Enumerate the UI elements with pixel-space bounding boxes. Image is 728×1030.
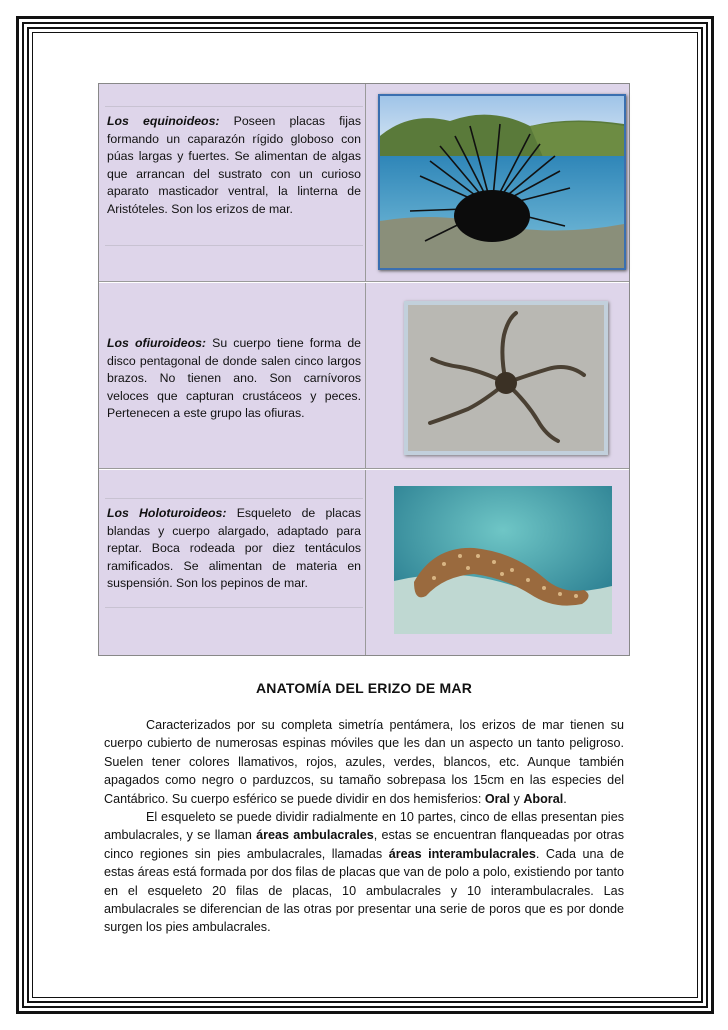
- table-cell-image: [366, 84, 629, 282]
- bold-term-interambulacral: áreas interambulacrales: [388, 846, 536, 861]
- term-label: Los Holoturoideos:: [107, 506, 227, 520]
- term-label: Los equinoideos:: [107, 114, 220, 128]
- description-text: [105, 329, 363, 445]
- table-row-holoturoideos: [99, 470, 629, 655]
- paragraph-text: .: [563, 791, 567, 806]
- paragraph-text: , estas se encuentran flanqueadas por otras cinco regiones sin pies ambulacrales, llamadas: [104, 828, 624, 861]
- table-cell-text: [99, 283, 366, 469]
- row-divider: [99, 468, 629, 469]
- table-cell-text: [99, 84, 366, 282]
- sea-cucumber-photo: [394, 486, 612, 634]
- brittle-star-photo: [404, 301, 608, 455]
- paragraph-text: y: [510, 791, 524, 806]
- description-body: Esqueleto de placas blandas y cuerpo alargado, adaptado para reptar. Boca rodeada por diez tentáculos ramificados. Se alimentan de materia en suspensión. Son los pepinos de mar.: [107, 506, 361, 591]
- table-cell-text: [99, 470, 366, 655]
- table-row-ofiuroideos: [99, 283, 629, 469]
- table-cell-image: [366, 470, 629, 655]
- bold-term-aboral: Aboral: [523, 791, 564, 806]
- description-text: [105, 106, 363, 246]
- bold-term-ambulacral: áreas ambulacrales: [256, 828, 374, 843]
- echinoderm-table: [98, 83, 630, 656]
- table-row-equinoideos: [99, 84, 629, 282]
- paragraph-text: Caracterizados por su completa simetría pentámera, los erizos de mar tienen su cuerpo cubierto de numerosas espinas móviles que les dan un aspecto un tanto peligroso. Suelen tener colores llamativos, rojos, azules, verdes, blancos, etc. Aunque también apagados como negro o parduzcos, su tamaño sobrepasa los 15cm en las especies del Cantábrico. Su cuerpo esférico se puede dividir en dos hemisferios:: [104, 718, 624, 806]
- paragraph-skeleton: [104, 808, 624, 937]
- paragraph-text: El esqueleto se puede dividir radialmente en 10 partes, cinco de ellas presentan pies ambulacrales, y se llaman: [104, 810, 624, 843]
- paragraph-anatomy-intro: [104, 716, 624, 808]
- description-text: [105, 498, 363, 608]
- row-divider: [99, 281, 629, 282]
- description-body: Poseen placas fijas formando un caparazón rígido globoso con púas largas y fuertes. Se alimentan de algas que arrancan del sustrato con un curioso aparato masticador ventral, la linterna de Aristóteles. Son los erizos de mar.: [107, 114, 361, 216]
- term-label: Los ofiuroideos:: [107, 336, 207, 350]
- paragraph-text: . Cada una de estas áreas está formada por dos filas de placas que van de polo a polo, existiendo por tanto en el esqueleto 20 filas de placas, 10 ambulacrales y 10 interambulacrales. Las ambulacrales se diferencian de las otras por presentar una serie de poros que es por donde surgen los pies ambulacrales.: [104, 846, 625, 935]
- bold-term-oral: Oral: [484, 791, 511, 806]
- description-body: Su cuerpo tiene forma de disco pentagonal de donde salen cinco largos brazos. No tienen ano. Son carnívoros veloces que capturan crustáceos y peces. Pertenecen a este grupo las ofiuras.: [107, 336, 362, 421]
- section-title: ANATOMÍA DEL ERIZO DE MAR: [255, 680, 473, 696]
- table-cell-image: [366, 283, 629, 469]
- sea-urchin-photo: [378, 94, 626, 270]
